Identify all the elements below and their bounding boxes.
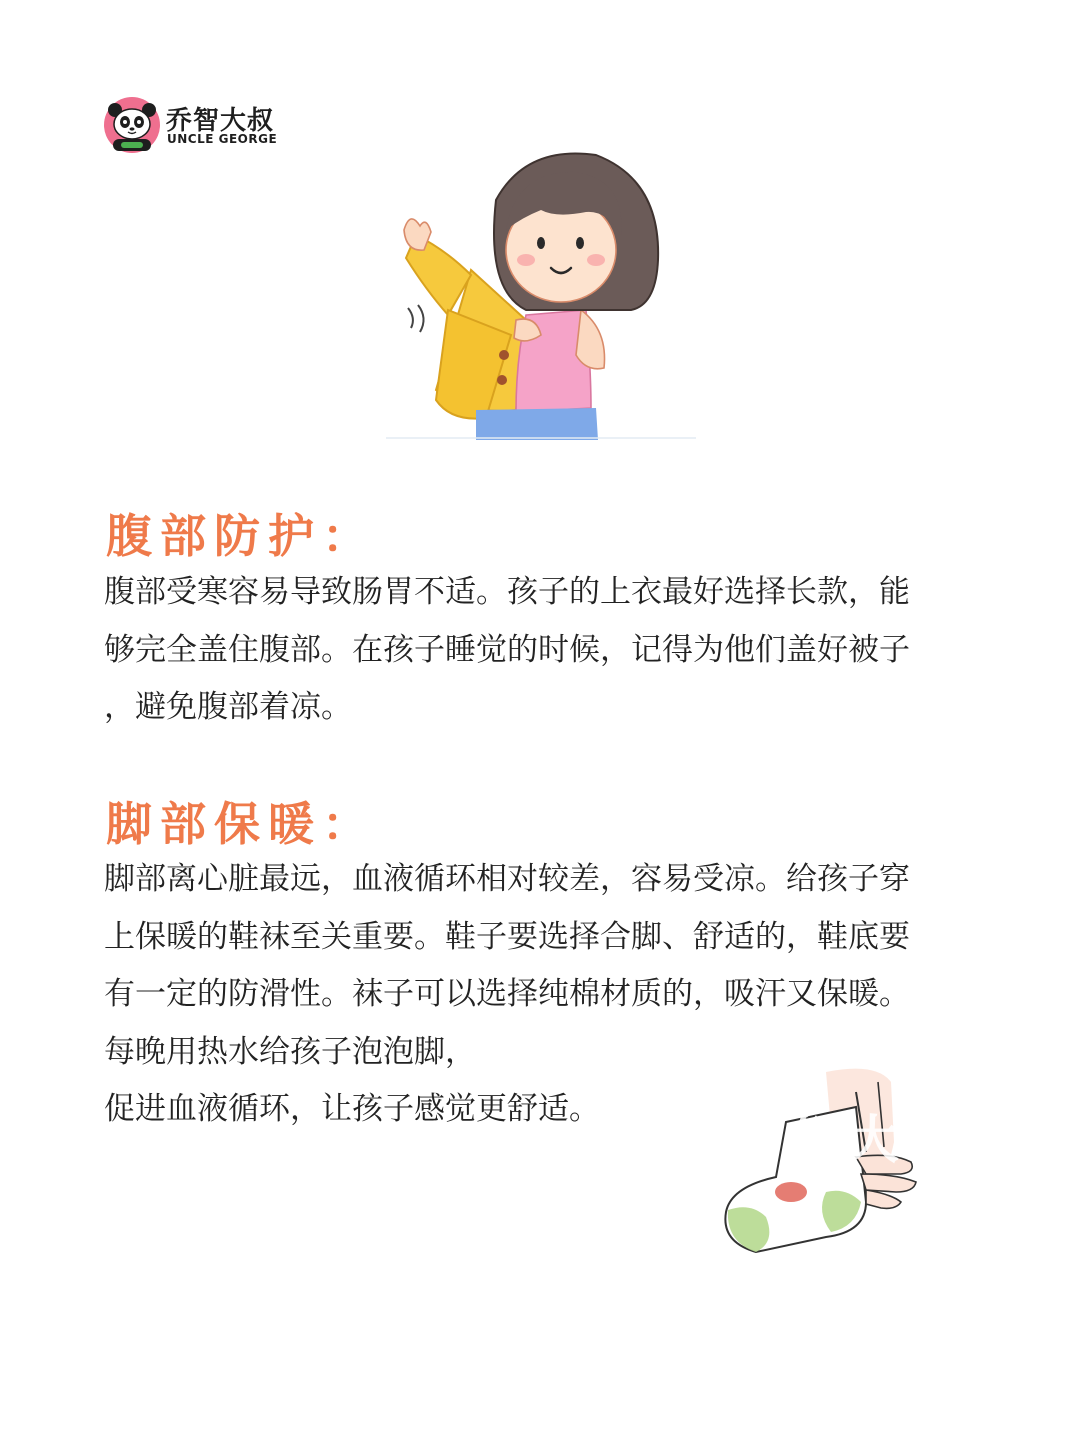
body-line: 腹部受寒容易导致肠胃不适。孩子的上衣最好选择长款，能 — [104, 574, 910, 610]
body-line: 脚部离心脏最远，血液循环相对较差，容易受凉。给孩子穿 — [104, 861, 910, 897]
body-line: 每晚用热水给孩子泡泡脚， — [104, 1033, 476, 1070]
panda-logo-icon — [103, 96, 161, 154]
body-line: 有一定的防滑性。袜子可以选择纯棉材质的，吸汗又保暖。 — [104, 976, 910, 1012]
section-heading-belly: 腹部防护： — [106, 509, 376, 563]
body-line: 促进血液循环，让孩子感觉更舒适。 — [104, 1091, 600, 1127]
section-heading-feet: 脚部保暖： — [106, 797, 376, 851]
body-line: ，避免腹部着凉。 — [104, 689, 352, 725]
girl-jacket-illustration — [376, 140, 706, 442]
watermark-text: 智大叔 — [793, 1111, 956, 1171]
body-line: 上保暖的鞋袜至关重要。鞋子要选择合脚、舒适的，鞋底要 — [104, 918, 910, 955]
section-body-belly — [104, 564, 976, 737]
brand-name-en: UNCLE GEORGE — [167, 132, 278, 146]
brand-logo — [103, 96, 303, 158]
body-line: 够完全盖住腹部。在孩子睡觉的时候，记得为他们盖好被子 — [104, 631, 910, 668]
brand-name-cn: 乔智大叔 — [166, 106, 275, 136]
